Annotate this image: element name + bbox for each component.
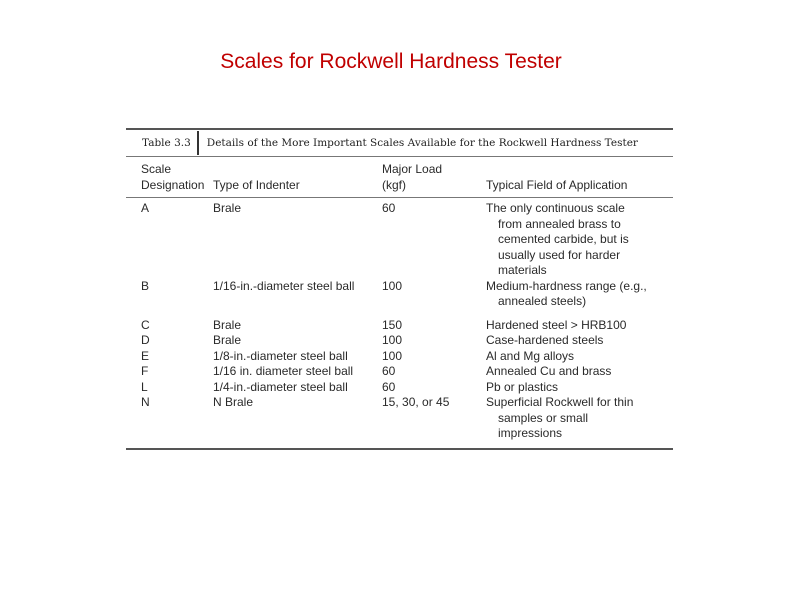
cell-application [486, 349, 673, 365]
cell-application [486, 279, 673, 310]
cell-application [486, 395, 673, 442]
cell-application [486, 380, 673, 396]
header-scale-line2: Designation [141, 177, 205, 192]
cell-scale: A [141, 201, 150, 215]
cell-scale: E [141, 348, 150, 363]
application-line: Al and Mg alloys [486, 348, 575, 363]
application-line: Case-hardened steels [486, 333, 604, 347]
application-line: from annealed brass to [498, 216, 621, 231]
cell-load: 60 [382, 201, 396, 215]
header-load-line2: (kgf) [382, 177, 406, 192]
slide-title: Scales for Rockwell Hardness Tester [220, 50, 562, 73]
cell-indenter: Brale [213, 317, 242, 332]
header-indenter [213, 162, 382, 193]
table-body [126, 198, 673, 442]
cell-scale: C [141, 317, 150, 332]
header-load [382, 162, 486, 193]
cell-load: 15, 30, or 45 [382, 395, 450, 409]
application-line: Hardened steel > HRB100 [486, 317, 627, 332]
table-row [126, 349, 673, 365]
cell-scale: D [141, 333, 150, 347]
application-line: Pb or plastics [486, 379, 559, 394]
cell-load: 100 [382, 278, 403, 293]
header-application [486, 162, 673, 193]
application-line: Medium-hardness range (e.g., [486, 278, 647, 293]
table-label: Table 3.3 [142, 137, 191, 149]
table-row [126, 380, 673, 396]
application-line: Annealed Cu and brass [486, 364, 612, 378]
table-row [126, 364, 673, 380]
cell-indenter: 1/16 in. diameter steel ball [213, 364, 354, 378]
table-header-row [126, 157, 673, 197]
cell-application [486, 201, 673, 279]
cell-load: 100 [382, 348, 403, 363]
table-row [126, 333, 673, 349]
cell-application [486, 333, 673, 349]
table-row [126, 395, 673, 442]
hardness-scales-table [126, 128, 673, 450]
cell-load: 150 [382, 317, 403, 332]
cell-indenter: Brale [213, 201, 242, 215]
cell-scale: B [141, 278, 150, 293]
table-row [126, 318, 673, 334]
cell-indenter: Brale [213, 333, 242, 347]
application-line: samples or small [498, 410, 589, 425]
application-line: usually used for harder [498, 247, 621, 262]
table-bottom-rule [126, 448, 673, 450]
cell-load: 100 [382, 333, 403, 347]
application-line: The only continuous scale [486, 201, 625, 215]
cell-indenter: 1/8-in.-diameter steel ball [213, 348, 348, 363]
application-line: materials [498, 263, 547, 277]
cell-indenter: 1/4-in.-diameter steel ball [213, 379, 348, 394]
application-line: cemented carbide, but is [498, 232, 629, 246]
cell-indenter: N Brale [213, 395, 254, 409]
application-line: impressions [498, 426, 563, 440]
caption-divider [197, 131, 199, 155]
cell-application [486, 318, 673, 334]
header-application-text: Typical Field of Application [486, 177, 628, 192]
table-caption-text: Details of the More Important Scales Available for the Rockwell Hardness Tester [206, 137, 638, 149]
header-scale [126, 162, 213, 193]
cell-indenter: 1/16-in.-diameter steel ball [213, 278, 355, 293]
header-indenter-text: Type of Indenter [213, 177, 300, 192]
cell-scale: L [141, 379, 148, 394]
cell-load: 60 [382, 364, 396, 378]
header-scale-line1: Scale [141, 162, 172, 176]
cell-scale: N [141, 395, 150, 409]
table-row [126, 279, 673, 310]
application-line: Superficial Rockwell for thin [486, 395, 634, 409]
header-load-line1: Major Load [382, 162, 443, 176]
table-caption [126, 130, 673, 156]
table-row [126, 201, 673, 279]
cell-scale: F [141, 364, 149, 378]
application-line: annealed steels) [498, 294, 587, 308]
cell-application [486, 364, 673, 380]
cell-load: 60 [382, 379, 396, 394]
